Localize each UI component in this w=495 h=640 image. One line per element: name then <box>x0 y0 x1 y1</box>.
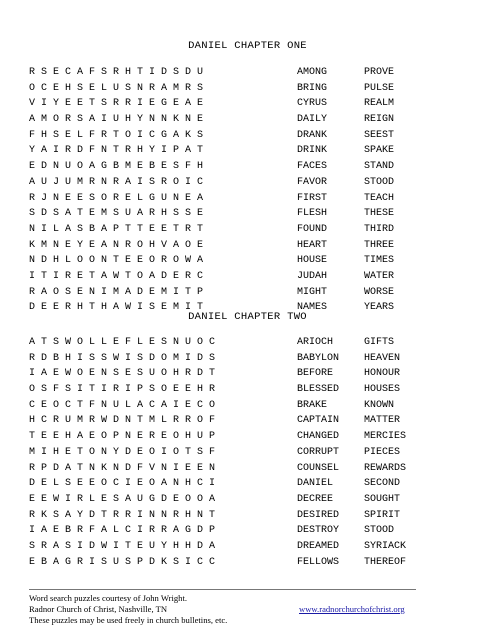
list-item <box>297 159 472 175</box>
grid-row: R P D A T N K N D F V N I E E N <box>29 462 216 474</box>
grid-row: O C E H S E L U S N R A M R S <box>29 82 204 94</box>
word: STAND <box>364 161 395 173</box>
word: MERCIES <box>364 431 407 443</box>
list-item <box>297 285 472 301</box>
list-item <box>297 96 472 112</box>
puzzle-one-letter-grid <box>29 65 203 316</box>
grid-row: R D B H I S S W I S D O M I D S <box>29 352 216 364</box>
list-item <box>297 112 472 128</box>
grid-row: S D S A T E M S U A R H S S E <box>29 208 204 220</box>
word: PIECES <box>364 446 401 458</box>
list-item <box>297 429 472 445</box>
word: THEREOF <box>364 556 407 568</box>
word: DESTROY <box>297 525 340 537</box>
puzzle-two-title: DANIEL CHAPTER TWO <box>188 311 307 323</box>
word: WATER <box>364 270 395 282</box>
list-item <box>297 413 472 429</box>
grid-row: N D H L O O N T E E O R O W A <box>29 255 204 267</box>
word: DESIRED <box>297 509 340 521</box>
word: HEART <box>297 239 328 251</box>
grid-row: V I Y E E T S R R I E G E A E <box>29 98 204 110</box>
list-item <box>297 461 472 477</box>
footer-church-name: Radnor Church of Christ, Nashville, TN <box>29 604 168 614</box>
word: FELLOWS <box>297 556 340 568</box>
word: DANIEL <box>297 478 334 490</box>
word: CYRUS <box>297 98 328 110</box>
word: DRINK <box>297 145 328 157</box>
list-item <box>297 445 472 461</box>
grid-row: A U J U M R N R A I S R O I C <box>29 176 204 188</box>
list-item <box>297 382 472 398</box>
word: REIGN <box>364 114 395 126</box>
word: REALM <box>364 98 395 110</box>
word: CAPTAIN <box>297 415 340 427</box>
list-item <box>297 351 472 367</box>
list-item <box>297 65 472 81</box>
list-item <box>297 143 472 159</box>
grid-row: I A E B R F A L C I R R A G D P <box>29 525 216 537</box>
list-item <box>297 523 472 539</box>
grid-row: R K S A Y D T R R I N N R H N T <box>29 509 216 521</box>
grid-row: S R A S I D W I T E U Y H H D A <box>29 540 216 552</box>
list-item <box>297 222 472 238</box>
word: CHANGED <box>297 431 340 443</box>
word: HOUSES <box>364 384 401 396</box>
grid-row: C E O C T F N U L A C A I E C O <box>29 399 216 411</box>
word: TEACH <box>364 192 395 204</box>
word: THIRD <box>364 223 395 235</box>
list-item <box>297 476 472 492</box>
list-item <box>297 555 472 571</box>
word: PROVE <box>364 67 395 78</box>
list-item <box>297 508 472 524</box>
word: REWARDS <box>364 462 407 474</box>
footer <box>29 593 429 626</box>
list-item <box>297 238 472 254</box>
footer-church-line <box>29 604 429 615</box>
word: WORSE <box>364 286 395 298</box>
word: STOOD <box>364 525 395 537</box>
puzzle-one-title: DANIEL CHAPTER ONE <box>188 40 307 52</box>
list-item <box>297 492 472 508</box>
word: CORRUPT <box>297 446 340 458</box>
word: BRING <box>297 82 328 94</box>
grid-row: O S F S I T I R I P S O E E H R <box>29 384 216 396</box>
word: PULSE <box>364 82 395 94</box>
word: BABYLON <box>297 352 340 364</box>
word: DECREE <box>297 493 334 505</box>
grid-row: A T S W O L L E F L E S N U O C <box>29 337 216 348</box>
list-item <box>297 253 472 269</box>
list-item <box>297 366 472 382</box>
grid-row: M I H E T O N Y D E O I O T S F <box>29 446 216 458</box>
word: THESE <box>364 208 395 220</box>
word: SOUGHT <box>364 493 401 505</box>
word: NAMES <box>297 302 328 314</box>
footer-usage-note: These puzzles may be used freely in church bulletins, etc. <box>29 615 228 625</box>
grid-row: E E W I R L E S A U G D E O O A <box>29 493 216 505</box>
word: JUDAH <box>297 270 328 282</box>
word: GIFTS <box>364 337 395 348</box>
list-item <box>297 128 472 144</box>
word: DAILY <box>297 114 328 126</box>
list-item <box>297 539 472 555</box>
grid-row: E D N U O A G B M E B E S F H <box>29 161 204 173</box>
grid-row: R S E C A F S R H T I D S D U <box>29 67 204 78</box>
word: MATTER <box>364 415 401 427</box>
grid-row: F H S E L F R T O I C G A K S <box>29 129 204 141</box>
word: YEARS <box>364 302 395 314</box>
word: STOOD <box>364 176 395 188</box>
word: TIMES <box>364 255 395 267</box>
list-item <box>297 81 472 97</box>
word: AMONG <box>297 67 328 78</box>
word: KNOWN <box>364 399 395 411</box>
grid-row: I T I R E T A W T O A D E R C <box>29 270 204 282</box>
word: COUNSEL <box>297 462 340 474</box>
word: FACES <box>297 161 328 173</box>
word: FOUND <box>297 223 328 235</box>
puzzle-two-letter-grid <box>29 335 215 570</box>
word: SYRIACK <box>364 540 407 552</box>
grid-row: E B A G R I S U S P D K S I C C <box>29 556 216 568</box>
puzzle-two-word-list <box>297 335 472 570</box>
list-item <box>297 398 472 414</box>
word: HEAVEN <box>364 352 401 364</box>
puzzle-one-word-list <box>297 65 472 316</box>
grid-row: D E E R H T H A W I S E M I T <box>29 302 204 314</box>
word: BEFORE <box>297 368 334 380</box>
word: BLESSED <box>297 384 340 396</box>
grid-row: D E L S E E O C I E O A N H C I <box>29 478 216 490</box>
footer-credit: Word search puzzles courtesy of John Wright. <box>29 593 187 603</box>
grid-row: I A E W O E N S E S U O H R D T <box>29 368 216 380</box>
grid-row: R J N E E S O R E L G U N E A <box>29 192 204 204</box>
word: DREAMED <box>297 540 340 552</box>
list-item <box>297 269 472 285</box>
word: SECOND <box>364 478 401 490</box>
word: SEEST <box>364 129 395 141</box>
grid-row: A M O R S A I U H Y N N K N E <box>29 114 204 126</box>
word: HOUSE <box>297 255 328 267</box>
list-item <box>297 335 472 351</box>
grid-row: Y A I R D F N T R H Y I P A T <box>29 145 204 157</box>
word: BRAKE <box>297 399 328 411</box>
grid-row: H C R U M R W D N T M L R R O F <box>29 415 216 427</box>
list-item <box>297 191 472 207</box>
word: THREE <box>364 239 395 251</box>
word: DRANK <box>297 129 328 141</box>
word: FAVOR <box>297 176 328 188</box>
word: HONOUR <box>364 368 401 380</box>
grid-row: T E E H A E O P N E R E O H U P <box>29 431 216 443</box>
church-website-link[interactable]: www.radnorchurchofchrist.org <box>299 604 405 614</box>
grid-row: R A O S E N I M A D E M I T P <box>29 286 204 298</box>
grid-row: N I L A S B A P T T E E T R T <box>29 223 204 235</box>
word: FLESH <box>297 208 328 220</box>
word: FIRST <box>297 192 328 204</box>
grid-row: K M N E Y E A N R O H V A O E <box>29 239 204 251</box>
word: SPAKE <box>364 145 395 157</box>
word: MIGHT <box>297 286 328 298</box>
list-item <box>297 206 472 222</box>
footer-divider <box>29 589 416 590</box>
word: SPIRIT <box>364 509 401 521</box>
word: ARIOCH <box>297 337 334 348</box>
list-item <box>297 175 472 191</box>
